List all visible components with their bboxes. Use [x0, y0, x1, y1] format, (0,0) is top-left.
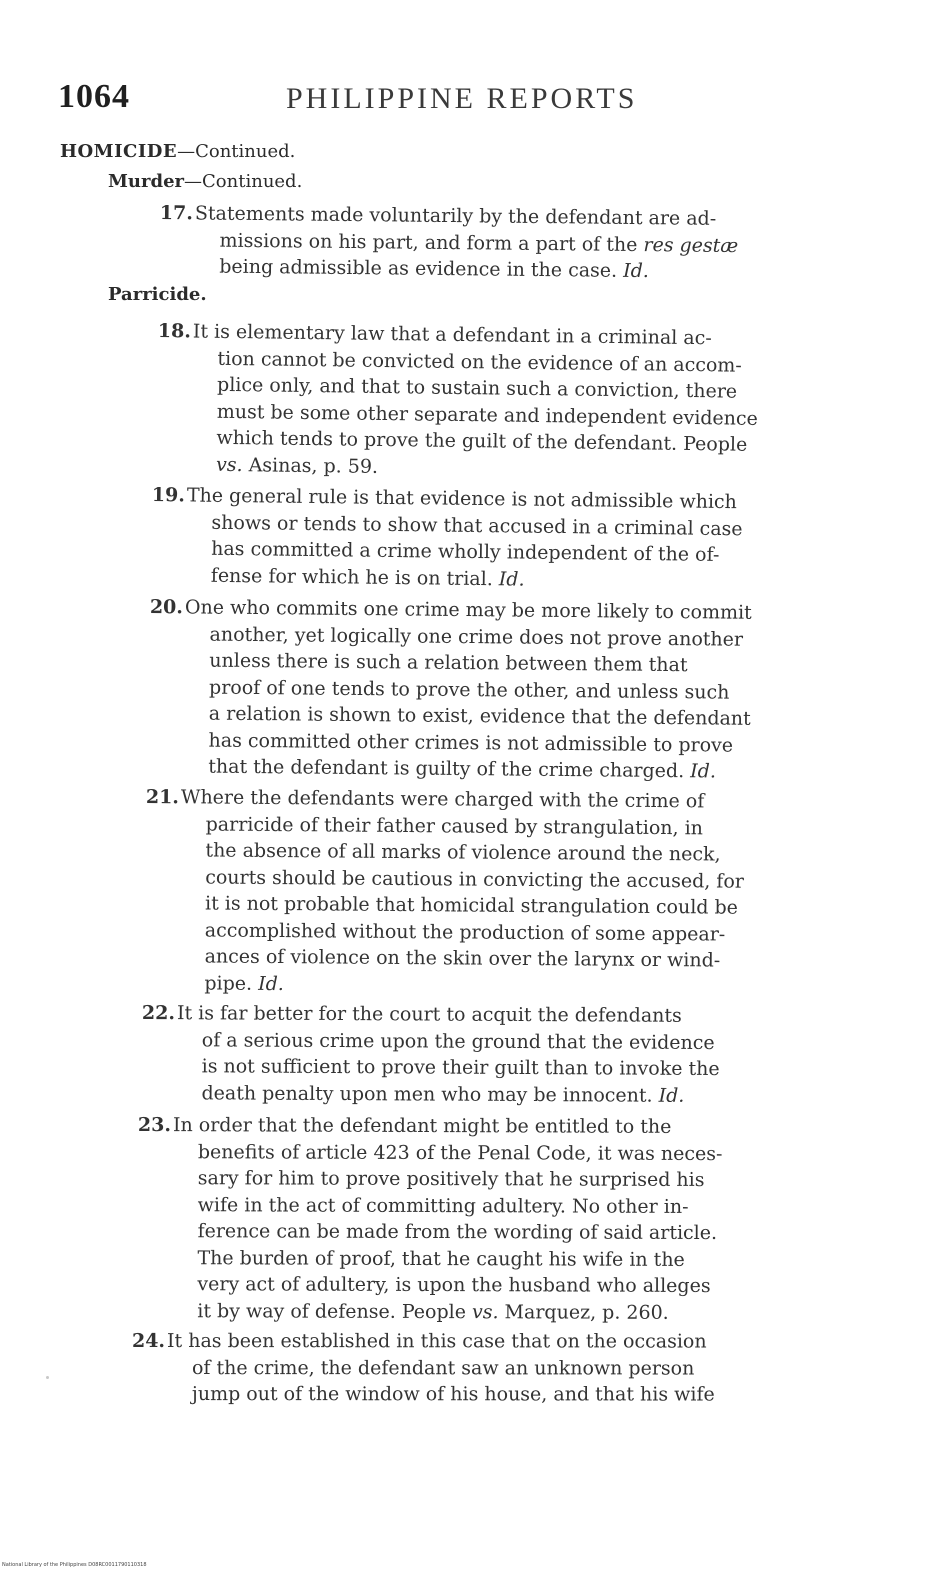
entry-line: missions on his part, and form a part of the res gestæ	[219, 229, 739, 257]
entry-line: has committed other crimes is not admissible to prove	[208, 729, 734, 757]
entry-line: tion cannot be convicted on the evidence of an accom-	[217, 347, 742, 377]
digest-entry-17	[159, 200, 870, 287]
entry-line: that the defendant is guilty of the crime charged. Id.	[208, 755, 717, 783]
entry-line: benefits of article 423 of the Penal Code, it was neces-	[197, 1140, 723, 1165]
entry-line: courts should be cautious in convicting the accused, for	[205, 865, 745, 893]
entry-line: The burden of proof, that he caught his wife in the	[197, 1246, 685, 1271]
subheading-parricide-label: Parricide.	[108, 284, 207, 305]
entry-line: 22.It is far better for the court to acquit the defendants	[141, 1002, 682, 1027]
entry-line: plice only, and that to sustain such a conviction, there	[216, 373, 738, 403]
digest-entry-19	[151, 482, 862, 597]
entry-line: proof of one tends to prove the other, and unless such	[209, 676, 730, 704]
entry-line: 17.Statements made voluntarily by the defendant are ad-	[159, 201, 717, 230]
entry-line: 18.It is elementary law that a defendant in a criminal ac-	[157, 319, 712, 350]
entry-line: pipe. Id.	[204, 971, 284, 995]
entry-line: vs. Asinas, p. 59.	[215, 453, 379, 478]
running-title: PHILIPPINE REPORTS	[286, 82, 638, 115]
entry-number: 18.	[157, 319, 192, 343]
digest-entry-18	[156, 318, 868, 486]
entry-number: 24.	[131, 1330, 166, 1353]
entry-line: 24. It has been established in this case that on the occasion	[131, 1330, 707, 1353]
entry-line: death penalty upon men who may be innocent. Id.	[201, 1081, 685, 1107]
page-header	[58, 78, 858, 128]
scan-footer-note: National Library of the Philippines D08RC0011790110318	[2, 1562, 147, 1568]
page-number: 1064	[58, 78, 130, 115]
entry-line: 21.Where the defendants were charged with the crime of	[145, 785, 705, 813]
subheading-murder-suffix: —Continued.	[184, 171, 303, 192]
entry-line: ances of violence on the skin over the larynx or wind-	[204, 945, 721, 972]
scan-speck	[46, 1376, 49, 1379]
entry-line: being admissible as evidence in the case. Id.	[219, 255, 650, 283]
entry-line: very act of adultery, is upon the husband who alleges	[197, 1273, 711, 1297]
digest-entry-24	[132, 1328, 842, 1408]
entry-line: is not sufficient to prove their guilt than to invoke the	[201, 1055, 720, 1081]
entry-line: parricide of their father caused by strangulation, in	[205, 812, 704, 839]
entry-line: it by way of defense. People vs. Marquez, p. 260.	[197, 1299, 669, 1324]
digest-entry-20	[148, 594, 860, 786]
entry-line: sary for him to prove positively that he surprised his	[197, 1167, 705, 1191]
entry-number: 20.	[149, 595, 184, 619]
digest-entry-21	[144, 784, 856, 1002]
digest-entry-23	[137, 1112, 848, 1326]
entry-line: jump out of the window of his house, and that his wife	[191, 1383, 715, 1406]
digest-entry-22	[141, 1000, 852, 1110]
entry-line: which tends to prove the guilt of the defendant. People	[216, 426, 748, 456]
entry-line: 19.The general rule is that evidence is not admissible which	[151, 483, 738, 514]
entry-line: ference can be made from the wording of said article.	[197, 1220, 718, 1245]
entry-line: accomplished without the production of some appear-	[204, 918, 726, 946]
entry-line: it is not probable that homicidal strangulation could be	[204, 892, 739, 919]
subheading-murder	[108, 171, 302, 192]
heading-homicide-label: HOMICIDE	[60, 141, 178, 162]
entry-number: 23.	[137, 1114, 172, 1137]
entry-line: of the crime, the defendant saw an unknown person	[191, 1356, 695, 1379]
heading-homicide-suffix: —Continued.	[177, 141, 296, 162]
entry-line: another, yet logically one crime does not prove another	[209, 623, 744, 651]
entry-line: shows or tends to show that accused in a criminal case	[211, 511, 743, 540]
subheading-murder-label: Murder	[108, 171, 185, 192]
subheading-parricide	[108, 284, 207, 305]
entry-line: fense for which he is on trial. Id.	[210, 564, 525, 591]
entry-number: 22.	[141, 1002, 176, 1025]
entry-line: wife in the act of committing adultery. No other in-	[197, 1193, 689, 1218]
entry-number: 17.	[159, 201, 194, 225]
entry-number: 21.	[145, 785, 180, 809]
section-heading-homicide	[60, 141, 295, 162]
entry-line: a relation is shown to exist, evidence that the defendant	[208, 702, 751, 730]
entry-line: must be some other separate and independent evidence	[216, 400, 759, 430]
entry-line: of a serious crime upon the ground that the evidence	[201, 1028, 715, 1054]
entry-number: 19.	[151, 483, 186, 507]
entry-line: 23. In order that the defendant might be entitled to the	[137, 1114, 672, 1138]
entry-line: 20.One who commits one crime may be more likely to commit	[149, 595, 752, 624]
entry-line: unless there is such a relation between them that	[209, 649, 688, 677]
entry-line: the absence of all marks of violence around the neck,	[205, 839, 721, 866]
entry-line: has committed a crime wholly independent of the of-	[211, 537, 720, 566]
